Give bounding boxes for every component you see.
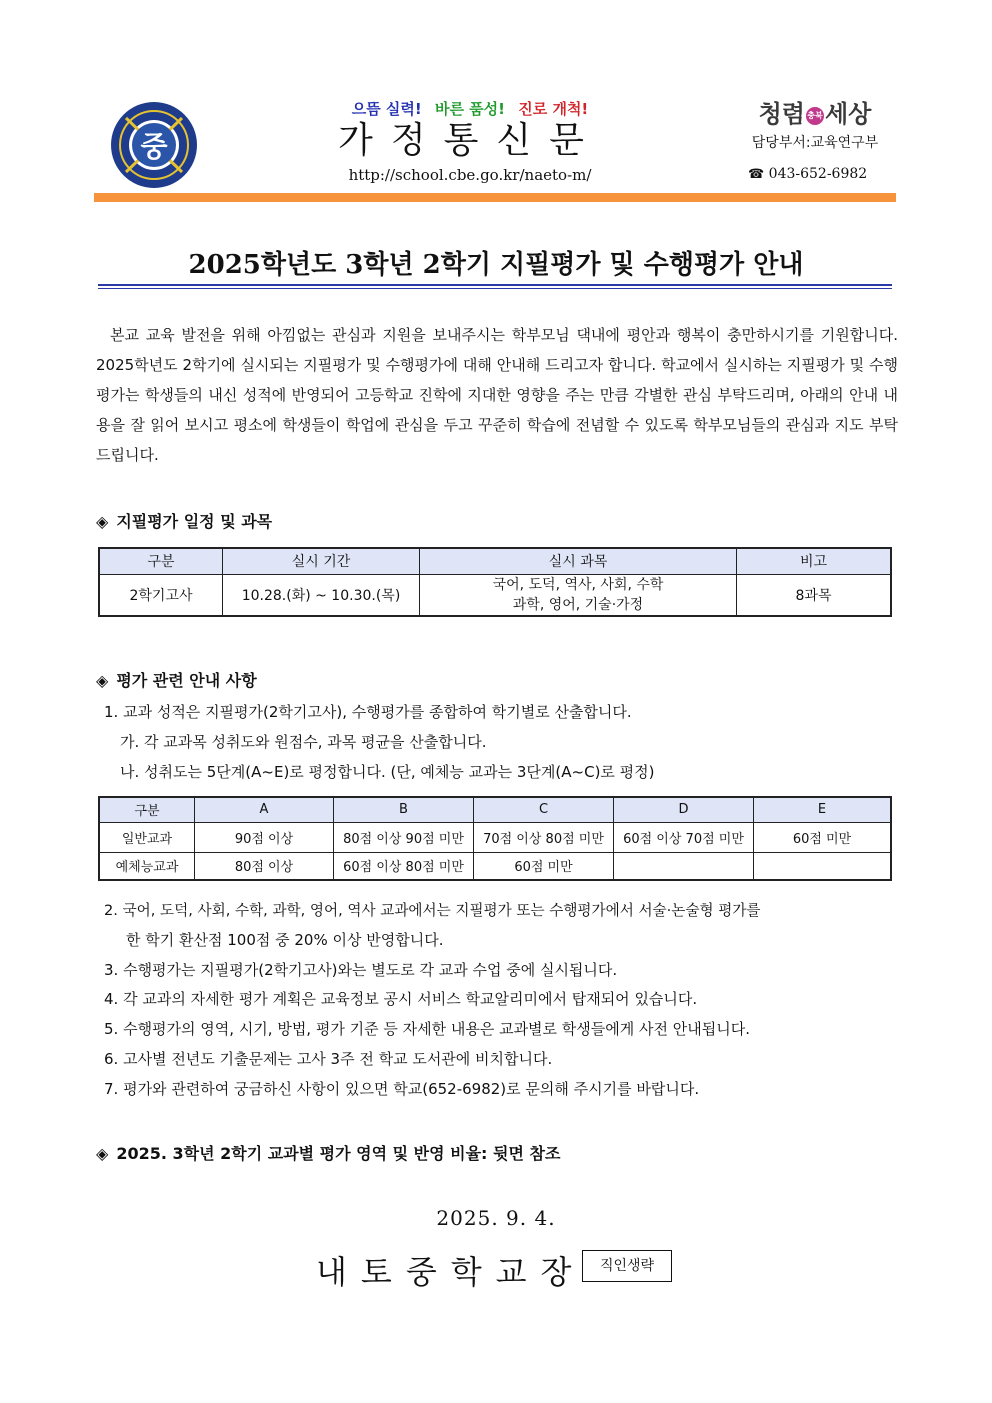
th-grade-d: D: [614, 797, 754, 822]
td-cell: 60점 이상 70점 미만: [614, 822, 754, 852]
brand-mid: 충북: [806, 107, 824, 125]
table-row: [99, 822, 891, 852]
td-type: 2학기고사: [99, 574, 223, 616]
th-grade-e: E: [754, 797, 892, 822]
issue-date: 2025. 9. 4.: [436, 1206, 556, 1230]
document-title: 2025학년도 3학년 2학기 지필평가 및 수행평가 안내: [188, 250, 804, 280]
td-cell: 일반교과: [99, 822, 195, 852]
phone-number: 043-652-6982: [768, 166, 868, 182]
diamond-bullet-icon: ◈: [96, 671, 109, 690]
brand-right: 세상: [825, 99, 872, 128]
subjects-line2: 과학, 영어, 기술·가정: [512, 596, 644, 613]
phone-line: [748, 166, 888, 182]
slogan-2: 바른 품성!: [434, 100, 506, 118]
section1-title: 지필평가 일정 및 과목: [116, 512, 273, 531]
td-cell: 60점 이상 80점 미만: [334, 852, 474, 880]
table-row: [99, 574, 891, 616]
th-period: 실시 기간: [223, 548, 420, 574]
grade-table: [98, 796, 892, 881]
school-url[interactable]: http://school.cbe.go.kr/naeto-m/: [348, 166, 592, 184]
slogan-3: 진로 개척!: [518, 100, 589, 118]
school-logo: [106, 100, 202, 190]
th-grade-c: C: [474, 797, 614, 822]
td-cell: 90점 이상: [195, 822, 334, 852]
diamond-bullet-icon: ◈: [96, 1144, 109, 1163]
th-note: 비고: [737, 548, 892, 574]
th-grade-type: 구분: [99, 797, 195, 822]
td-subjects: [420, 574, 737, 616]
td-cell: [754, 852, 892, 880]
telephone-icon: ☎: [748, 167, 765, 182]
notice-item-4: 4. 각 교과의 자세한 평가 계획은 교육정보 공시 서비스 학교알리미에서 탑재되어 있습니다.: [104, 990, 698, 1008]
title-underline: [98, 284, 892, 286]
principal-name: 내토중학교장: [316, 1253, 586, 1291]
notice-item-2-cont: 한 학기 환산점 100점 중 20% 이상 반영합니다.: [126, 931, 444, 949]
td-cell: 예체능교과: [99, 852, 195, 880]
exam-schedule-table: [98, 547, 892, 617]
td-cell: 60점 미만: [754, 822, 892, 852]
slogan-1: 으뜸 실력!: [351, 100, 422, 118]
notice-item-7: 7. 평가와 관련하여 궁금하신 사항이 있으면 학교(652-6982)로 문의해 주시기를 바랍니다.: [104, 1080, 700, 1098]
th-grade-a: A: [195, 797, 334, 822]
td-cell: 80점 이상: [195, 852, 334, 880]
th-type: 구분: [99, 548, 223, 574]
newsletter-title: 가정통신문: [338, 120, 602, 161]
subjects-line1: 국어, 도덕, 역사, 사회, 수학: [492, 576, 664, 593]
brand-left: 청렴: [758, 99, 805, 128]
td-note: 8과목: [737, 574, 892, 616]
notice-item-1a: 가. 각 교과목 성취도와 원점수, 과목 평균을 산출합니다.: [120, 733, 487, 751]
notice-item-2: 2. 국어, 도덕, 사회, 수학, 과학, 영어, 역사 교과에서는 지필평가 또는 수행평가에서 서술·논술형 평가를: [104, 902, 761, 919]
intro-paragraph: [96, 320, 898, 470]
logo-char: 중: [140, 130, 168, 163]
header-divider: [94, 193, 896, 202]
notice-item-5: 5. 수행평가의 영역, 시기, 방법, 평가 기준 등 자세한 내용은 교과별로 학생들에게 사전 안내됩니다.: [104, 1020, 750, 1038]
notice-item-6: 6. 고사별 전년도 기출문제는 고사 3주 전 학교 도서관에 비치합니다.: [104, 1050, 553, 1068]
title-underline-thin: [98, 288, 892, 289]
td-cell: 70점 이상 80점 미만: [474, 822, 614, 852]
diamond-bullet-icon: ◈: [96, 512, 109, 531]
seal-omitted-box: 직인생략: [582, 1250, 672, 1282]
th-subjects: 실시 과목: [420, 548, 737, 574]
notice-item-3: 3. 수행평가는 지필평가(2학기고사)와는 별도로 각 교과 수업 중에 실시됩니다.: [104, 961, 618, 979]
intro-text: 본교 교육 발전을 위해 아낌없는 관심과 지원을 보내주시는 학부모님 댁내에 평안과 행복이 충만하시기를 기원합니다. 2025학년도 2학기에 실시되는 지필평가 및 수행평가에 대해 안내해 드리고자 합니다. 학교에서 실시하는 지필평가 및 수행평가는 학생들의 내신 성적에 반영되어 고등학교 진학에 지대한 영향을 주는 만큼 각별한 관심 부탁드리며, 아래의 안내 내용을 잘 읽어 보시고 평소에 학생들이 학업에 관심을 두고 꾸준히 학습에 전념할 수 있도록 학부모님들의 관심과 지도 부탁드립니다.: [96, 326, 898, 464]
td-period: 10.28.(화) ~ 10.30.(목): [223, 574, 420, 616]
notice-item-1: 1. 교과 성적은 지필평가(2학기고사), 수행평가를 종합하여 학기별로 산출합니다.: [104, 703, 632, 721]
section3-title: 2025. 3학년 2학기 교과별 평가 영역 및 반영 비율: 뒷면 참조: [116, 1144, 561, 1163]
brand-mark: [740, 94, 890, 129]
section2-title: 평가 관련 안내 사항: [116, 671, 257, 690]
table-row: [99, 852, 891, 880]
th-grade-b: B: [334, 797, 474, 822]
notice-item-1b: 나. 성취도는 5단계(A~E)로 평정합니다. (단, 예체능 교과는 3단계(A~C)로 평정): [120, 763, 655, 781]
section-heading-schedule: [96, 509, 272, 532]
td-cell: [614, 852, 754, 880]
td-cell: 60점 미만: [474, 852, 614, 880]
section-heading-notice: [96, 668, 257, 691]
department: 담당부서:교육연구부: [751, 135, 879, 151]
section-heading-reference: [96, 1141, 560, 1164]
td-cell: 80점 이상 90점 미만: [334, 822, 474, 852]
